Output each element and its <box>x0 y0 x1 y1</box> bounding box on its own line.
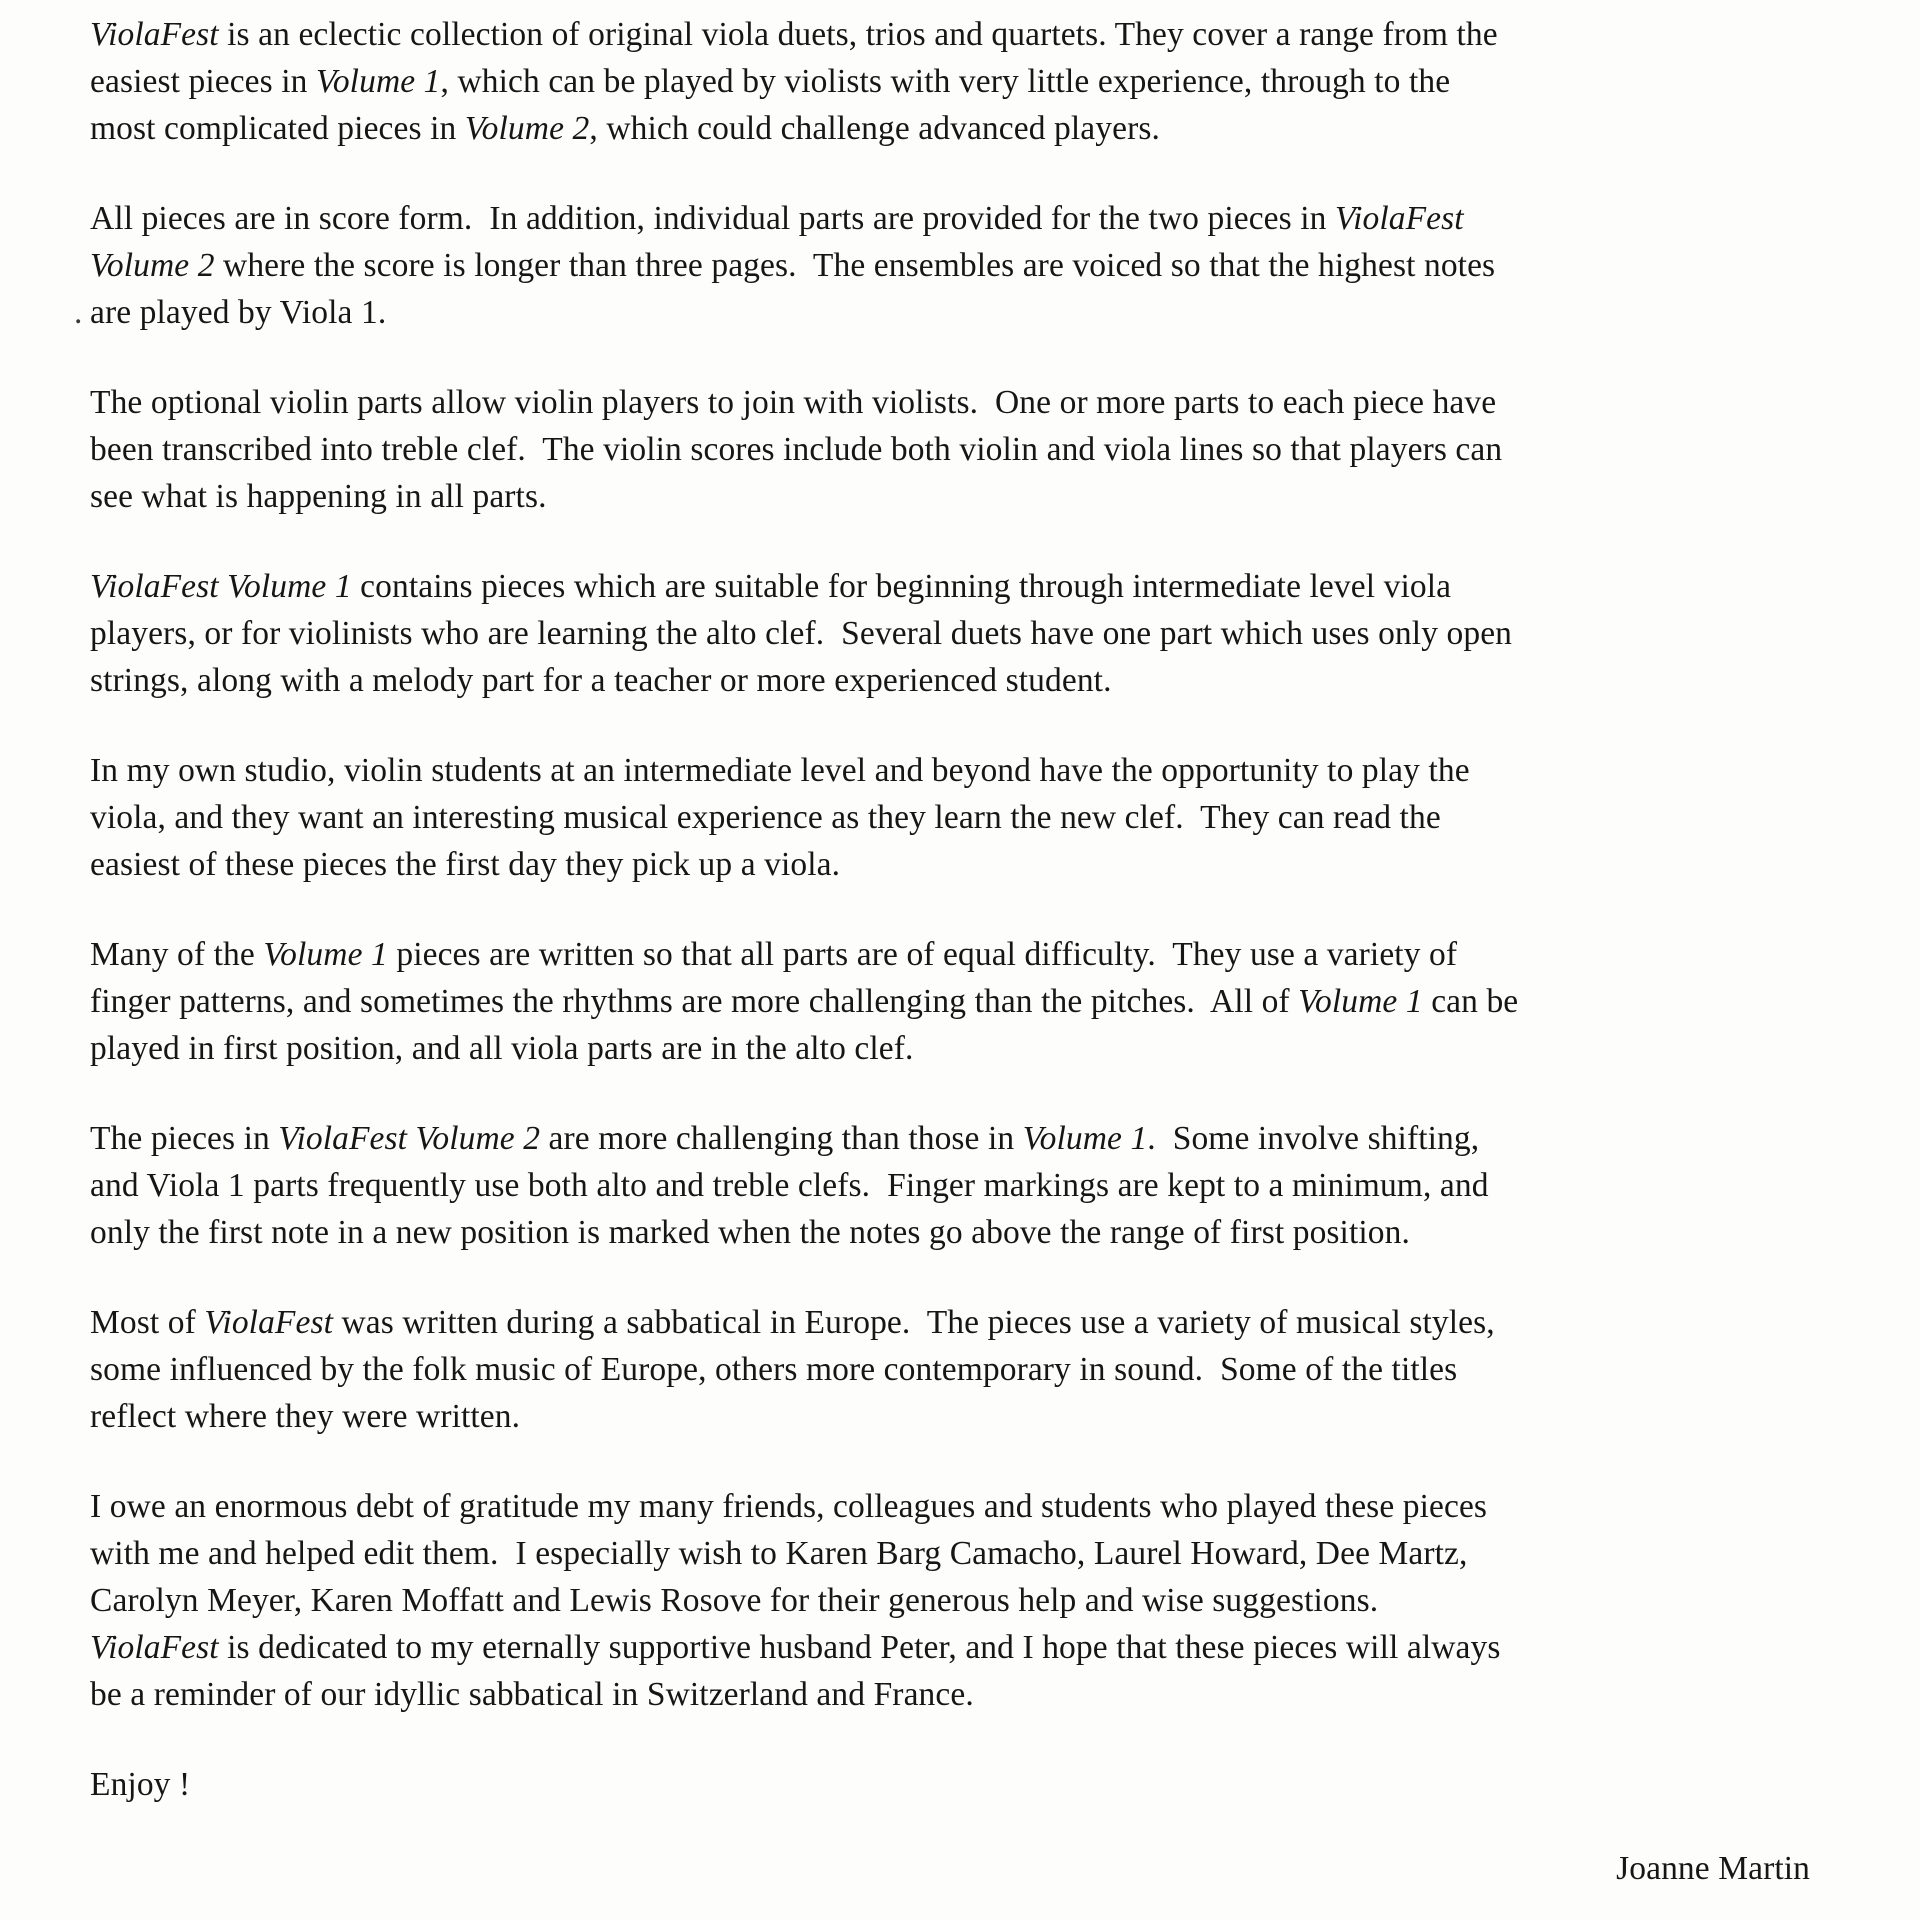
text-run: finger patterns, and sometimes the rhythms are more challenging than the pitches. All of <box>90 983 1299 1020</box>
paragraph <box>90 379 1810 520</box>
text-line <box>90 242 1810 289</box>
text-line <box>90 794 1810 841</box>
text-run: be a reminder of our idyllic sabbatical in Switzerland and France. <box>90 1676 974 1713</box>
text-line <box>90 58 1810 105</box>
italic-text-run: ViolaFest Volume 2 <box>278 1120 541 1157</box>
text-run: Carolyn Meyer, Karen Moffatt and Lewis Rosove for their generous help and wise suggestions. <box>90 1582 1379 1619</box>
text-line <box>90 1299 1810 1346</box>
text-line <box>90 426 1810 473</box>
text-run: reflect where they were written. <box>90 1398 521 1435</box>
text-line <box>90 1530 1810 1577</box>
text-line <box>90 105 1810 152</box>
text-line <box>90 1025 1810 1072</box>
text-run: I owe an enormous debt of gratitude my many friends, colleagues and students who played these pieces <box>90 1488 1488 1525</box>
text-run: are more challenging than those in <box>540 1120 1023 1157</box>
text-line <box>90 563 1810 610</box>
text-line <box>90 195 1810 242</box>
text-run: The pieces in <box>90 1120 279 1157</box>
italic-text-run: ViolaFest <box>204 1304 334 1341</box>
paragraph <box>90 931 1810 1072</box>
text-run: The optional violin parts allow violin players to join with violists. One or more parts to each piece have <box>90 384 1497 421</box>
paragraph <box>74 195 1810 336</box>
text-run: and Viola 1 parts frequently use both alto and treble clefs. Finger markings are kept to a minimum, and <box>90 1167 1489 1204</box>
text-run: only the first note in a new position is marked when the notes go above the range of first position. <box>90 1214 1410 1251</box>
text-run: viola, and they want an interesting musical experience as they learn the new clef. They can read the <box>90 799 1441 836</box>
paragraph <box>90 1299 1810 1440</box>
paragraph <box>90 563 1810 704</box>
text-run: , which can be played by violists with very little experience, through to the <box>440 63 1451 100</box>
text-run: Many of the <box>90 936 264 973</box>
text-line <box>90 747 1810 794</box>
italic-text-run: Volume 2 <box>90 247 215 284</box>
text-run: players, or for violinists who are learning the alto clef. Several duets have one part which uses only open <box>90 615 1513 652</box>
text-run: , which could challenge advanced players. <box>589 110 1160 147</box>
text-line <box>90 978 1810 1025</box>
text-line <box>90 473 1810 520</box>
paragraph <box>90 747 1810 888</box>
text-line <box>90 657 1810 704</box>
text-run: is an eclectic collection of original viola duets, trios and quartets. They cover a range from the <box>218 16 1498 53</box>
text-line <box>90 11 1810 58</box>
text-line <box>90 1209 1810 1256</box>
paragraph-container <box>74 11 1810 1718</box>
text-run: most complicated pieces in <box>90 110 465 147</box>
text-line <box>90 1577 1810 1624</box>
text-run: can be <box>1422 983 1519 1020</box>
italic-text-run: Volume 1 <box>263 936 388 973</box>
signature: Joanne Martin <box>1616 1850 1810 1887</box>
closing-line: Enjoy ! <box>90 1766 191 1803</box>
text-run: pieces are written so that all parts are of equal difficulty. They use a variety of <box>387 936 1458 973</box>
italic-text-run: Volume 1 <box>1022 1120 1148 1157</box>
text-line <box>90 379 1810 426</box>
text-line <box>90 1624 1810 1671</box>
text-run: are played by Viola 1. <box>90 294 387 331</box>
italic-text-run: ViolaFest <box>90 16 219 53</box>
paragraph <box>90 1483 1810 1718</box>
text-run: was written during a sabbatical in Europe. The pieces use a variety of musical styles, <box>333 1304 1495 1341</box>
text-run: where the score is longer than three pages. The ensembles are voiced so that the highest notes <box>214 247 1496 284</box>
text-run: Most of <box>90 1304 205 1341</box>
italic-text-run: ViolaFest Volume 1 <box>90 568 352 605</box>
document-body <box>74 11 1810 1920</box>
text-run: strings, along with a melody part for a teacher or more experienced student. <box>90 662 1112 699</box>
text-run: . Some involve shifting, <box>1147 1120 1480 1157</box>
text-run: All pieces are in score form. In addition, individual parts are provided for the two pieces in <box>90 200 1335 237</box>
italic-text-run: Volume 2 <box>464 110 590 147</box>
text-run: easiest of these pieces the first day they pick up a viola. <box>90 846 841 883</box>
text-line <box>90 1162 1810 1209</box>
paragraph <box>90 1115 1810 1256</box>
text-run: with me and helped edit them. I especially wish to Karen Barg Camacho, Laurel Howard, Dee Martz, <box>90 1535 1468 1572</box>
italic-text-run: Volume 1 <box>315 63 441 100</box>
italic-text-run: ViolaFest <box>1335 200 1464 237</box>
text-line <box>90 1115 1810 1162</box>
text-line <box>90 289 1810 336</box>
scan-artifact-dot: . <box>74 294 83 331</box>
paragraph <box>90 11 1810 152</box>
italic-text-run: ViolaFest <box>90 1629 219 1666</box>
text-line <box>90 1671 1810 1718</box>
text-run: contains pieces which are suitable for beginning through intermediate level viola <box>351 568 1452 605</box>
text-run: see what is happening in all parts. <box>90 478 547 515</box>
text-line <box>90 841 1810 888</box>
text-line <box>90 931 1810 978</box>
text-line <box>90 1346 1810 1393</box>
text-run: played in first position, and all viola parts are in the alto clef. <box>90 1030 914 1067</box>
text-line <box>90 1483 1810 1530</box>
text-run: some influenced by the folk music of Europe, others more contemporary in sound. Some of the titles <box>90 1351 1458 1388</box>
text-run: is dedicated to my eternally supportive husband Peter, and I hope that these pieces will always <box>218 1629 1501 1666</box>
text-run: In my own studio, violin students at an intermediate level and beyond have the opportunity to play the <box>90 752 1470 789</box>
text-line <box>90 610 1810 657</box>
italic-text-run: Volume 1 <box>1298 983 1423 1020</box>
text-run: easiest pieces in <box>90 63 316 100</box>
text-run: been transcribed into treble clef. The violin scores include both violin and viola lines so that players can <box>90 431 1503 468</box>
text-line <box>90 1393 1810 1440</box>
